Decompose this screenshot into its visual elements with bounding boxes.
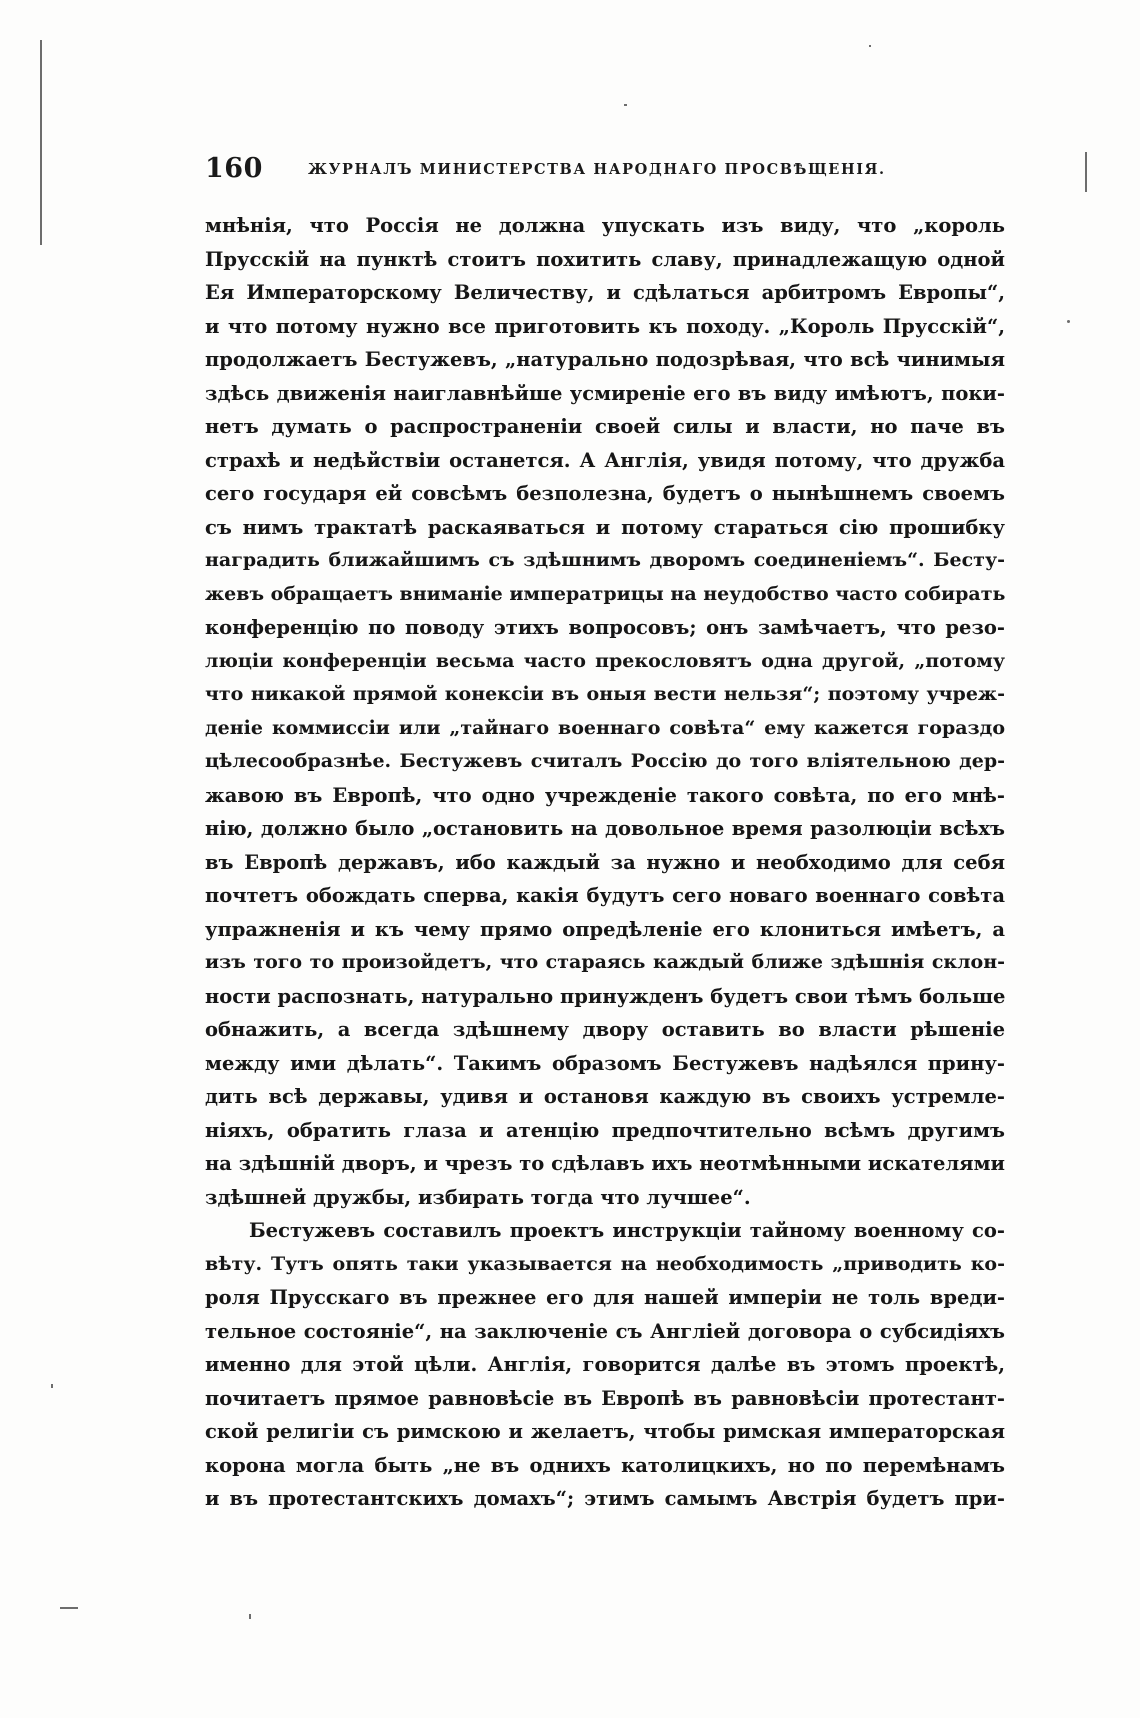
text-line: ніяхъ, обратить глаза и атенцію предпочтительно всѣмъ другимъ — [205, 1118, 1005, 1142]
journal-title: ЖУРНАЛЪ МИНИСТЕРСТВА НАРОДНАГО ПРОСВѢЩЕНІЯ. — [308, 161, 886, 178]
text-line: ности распознать, натурально принужденъ будетъ свои тѣмъ больше — [205, 984, 1006, 1008]
scan-edge-mark — [40, 40, 42, 245]
text-line: Ея Императорскому Величеству, и сдѣлаться арбитромъ Европы“, — [205, 281, 1005, 304]
text-line: упражненія и къ чему прямо опредѣленіе его клониться имѣетъ, а — [205, 917, 1005, 941]
text-line: конференцію по поводу этихъ вопросовъ; онъ замѣчаетъ, что резо- — [205, 616, 1005, 639]
paragraph-end-line: здѣшней дружбы, избирать тогда что лучшее“. — [205, 1185, 751, 1209]
text-line: изъ того то произойдетъ, что стараясь каждый ближе здѣшнія склон- — [205, 951, 1005, 973]
text-line: вѣту. Тутъ опять таки указывается на необходимость „приводить ко- — [205, 1252, 1005, 1275]
text-line: жевъ обращаетъ вниманіе императрицы на неудобство часто собирать — [205, 582, 1006, 605]
scan-edge-mark — [60, 1607, 78, 1609]
scan-speck — [249, 1614, 251, 1619]
body-text — [205, 209, 1005, 1516]
text-line: и что потому нужно все приготовить къ походу. „Король Прусскій“, — [205, 314, 1005, 338]
text-line: ской религіи съ римскою и желаетъ, чтобы римская императорская — [205, 1420, 1005, 1443]
text-line: на здѣшній дворъ, и чрезъ то сдѣлавъ ихъ неотмѣнными искателями — [205, 1152, 1005, 1175]
text-line: почитаетъ прямое равновѣсіе въ Европѣ въ равновѣсіи протестант- — [205, 1386, 1005, 1410]
text-line: здѣсь движенія наиглавнѣйше усмиреніе его въ виду имѣютъ, поки- — [205, 381, 1005, 405]
text-line: люціи конференціи весьма часто прекословятъ одна другой, „потому — [205, 649, 1005, 672]
text-line: въ Европѣ державъ, ибо каждый за нужно и необходимо для себя — [205, 850, 1005, 874]
text-line: деніе коммиссіи или „тайнаго военнаго совѣта“ ему кажется гораздо — [205, 716, 1005, 739]
text-line: корона могла быть „не въ однихъ католицкихъ, но по перемѣнамъ — [205, 1453, 1005, 1477]
text-line: роля Прусскаго въ прежнее его для нашей имперіи не толь вреди- — [205, 1286, 1005, 1309]
text-line: мнѣнія, что Россія не должна упускать изъ виду, что „король — [205, 214, 1005, 237]
text-line: и въ протестантскихъ домахъ“; этимъ самымъ Австрія будетъ при- — [205, 1487, 1005, 1510]
text-line: тельное состояніе“, на заключеніе съ Англіей договора о субсидіяхъ — [205, 1319, 1005, 1343]
text-line: Прусскій на пунктѣ стоитъ похитить славу, принадлежащую одной — [205, 247, 1005, 271]
scan-speck — [1067, 320, 1070, 323]
text-line: нетъ думать о распространеніи своей силы и власти, но паче въ — [205, 415, 1005, 438]
text-line: нію, должно было „остановить на довольное время разолюціи всѣхъ — [205, 817, 1005, 840]
text-line: наградить ближайшимъ съ здѣшнимъ дворомъ соединеніемъ“. Бесту- — [205, 549, 1005, 571]
scan-speck — [869, 45, 871, 47]
text-line: съ нимъ трактатѣ раскаяваться и потому стараться сію прошибку — [205, 515, 1005, 539]
text-line: именно для этой цѣли. Англія, говорится далѣе въ этомъ проектѣ, — [205, 1353, 1005, 1376]
text-line: страхѣ и недѣйствіи останется. А Англія, увидя потому, что дружба — [205, 448, 1005, 472]
text-line: дить всѣ державы, удивя и остановя каждую въ своихъ устремле- — [205, 1085, 1005, 1108]
text-line: продолжаетъ Бестужевъ, „натурально подозрѣвая, что всѣ чинимыя — [205, 348, 1005, 371]
text-line: обнажить, а всегда здѣшнему двору оставить во власти рѣшеніе — [205, 1018, 1005, 1041]
scan-edge-mark — [1085, 152, 1087, 192]
text-line: цѣлесообразнѣе. Бестужевъ считалъ Россію до того вліятельною дер- — [205, 750, 1005, 772]
text-line: между ими дѣлать“. Такимъ образомъ Бестужевъ надѣялся прину- — [205, 1051, 1005, 1075]
paragraph-first-line: Бестужевъ составилъ проектъ инструкціи тайному военному со- — [249, 1219, 1005, 1242]
scan-speck — [51, 1384, 53, 1388]
running-header — [205, 152, 910, 186]
text-line: почтетъ обождать сперва, какія будутъ сего новаго военнаго совѣта — [205, 884, 1005, 907]
text-line: что никакой прямой конексіи въ оныя вести нельзя“; поэтому учреж- — [205, 683, 1005, 705]
text-line: сего государя ей совсѣмъ безполезна, будетъ о нынѣшнемъ своемъ — [205, 482, 1005, 505]
scan-speck — [624, 104, 627, 106]
text-line: жавою въ Европѣ, что одно учрежденіе такого совѣта, по его мнѣ- — [205, 783, 1005, 807]
page-number: 160 — [205, 153, 263, 184]
